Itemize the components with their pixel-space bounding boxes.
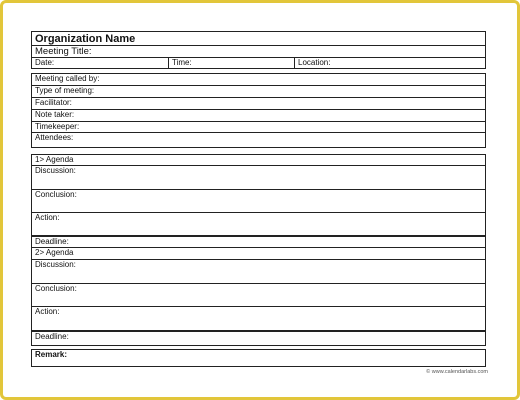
org-name-row: [32, 32, 485, 46]
remark-label: Remark:: [35, 350, 68, 359]
attendees-label: Attendees:: [35, 133, 74, 142]
agenda-2-label: 2> Agenda: [35, 248, 74, 257]
agenda-2-action-label: Action:: [35, 307, 60, 316]
type-label: Type of meeting:: [35, 86, 95, 95]
agenda-1-discussion-label: Discussion:: [35, 166, 76, 175]
details-block: [31, 73, 486, 148]
note-taker-label: Note taker:: [35, 110, 75, 119]
agenda-1-label: 1> Agenda: [35, 155, 74, 164]
agenda-2-deadline-label: Deadline:: [35, 332, 69, 341]
agenda-2-discussion-label: Discussion:: [35, 260, 76, 269]
date-field[interactable]: [32, 58, 168, 69]
agenda-2-action-row[interactable]: [32, 307, 485, 331]
agenda-2-heading[interactable]: [32, 248, 485, 260]
agenda-1-action-row[interactable]: [32, 213, 485, 236]
called-by-row[interactable]: [32, 74, 485, 86]
time-label: Time:: [172, 58, 192, 67]
timekeeper-row[interactable]: [32, 122, 485, 133]
timekeeper-label: Timekeeper:: [35, 122, 80, 131]
called-by-label: Meeting called by:: [35, 74, 100, 83]
org-name: Organization Name: [35, 33, 136, 45]
meeting-title-label: Meeting Title:: [35, 46, 92, 57]
agenda-block: [31, 154, 486, 346]
agenda-1-action-label: Action:: [35, 213, 60, 222]
agenda-2-conclusion-label: Conclusion:: [35, 284, 77, 293]
date-time-location-row: [32, 58, 485, 69]
time-field[interactable]: [168, 58, 294, 69]
agenda-1-deadline-label: Deadline:: [35, 237, 69, 246]
agenda-1-heading[interactable]: [32, 155, 485, 166]
remark-row: [32, 350, 485, 366]
facilitator-label: Facilitator:: [35, 98, 72, 107]
footer-credit: © www.calendarlabs.com: [426, 369, 488, 375]
agenda-2-conclusion-row[interactable]: [32, 284, 485, 307]
agenda-1-conclusion-row[interactable]: [32, 190, 485, 213]
attendees-row[interactable]: [32, 133, 485, 148]
agenda-2-discussion-row[interactable]: [32, 260, 485, 284]
type-row[interactable]: [32, 86, 485, 98]
agenda-1-conclusion-label: Conclusion:: [35, 190, 77, 199]
meeting-title-row[interactable]: [32, 46, 485, 58]
agenda-1-discussion-row[interactable]: [32, 166, 485, 190]
facilitator-row[interactable]: [32, 98, 485, 110]
location-field[interactable]: [294, 58, 485, 69]
remark-block[interactable]: [31, 349, 486, 367]
agenda-2-deadline-row[interactable]: [32, 331, 485, 346]
date-label: Date:: [35, 58, 55, 67]
location-label: Location:: [298, 58, 331, 67]
header-block: [31, 31, 486, 69]
note-taker-row[interactable]: [32, 110, 485, 122]
agenda-1-deadline-row[interactable]: [32, 236, 485, 248]
